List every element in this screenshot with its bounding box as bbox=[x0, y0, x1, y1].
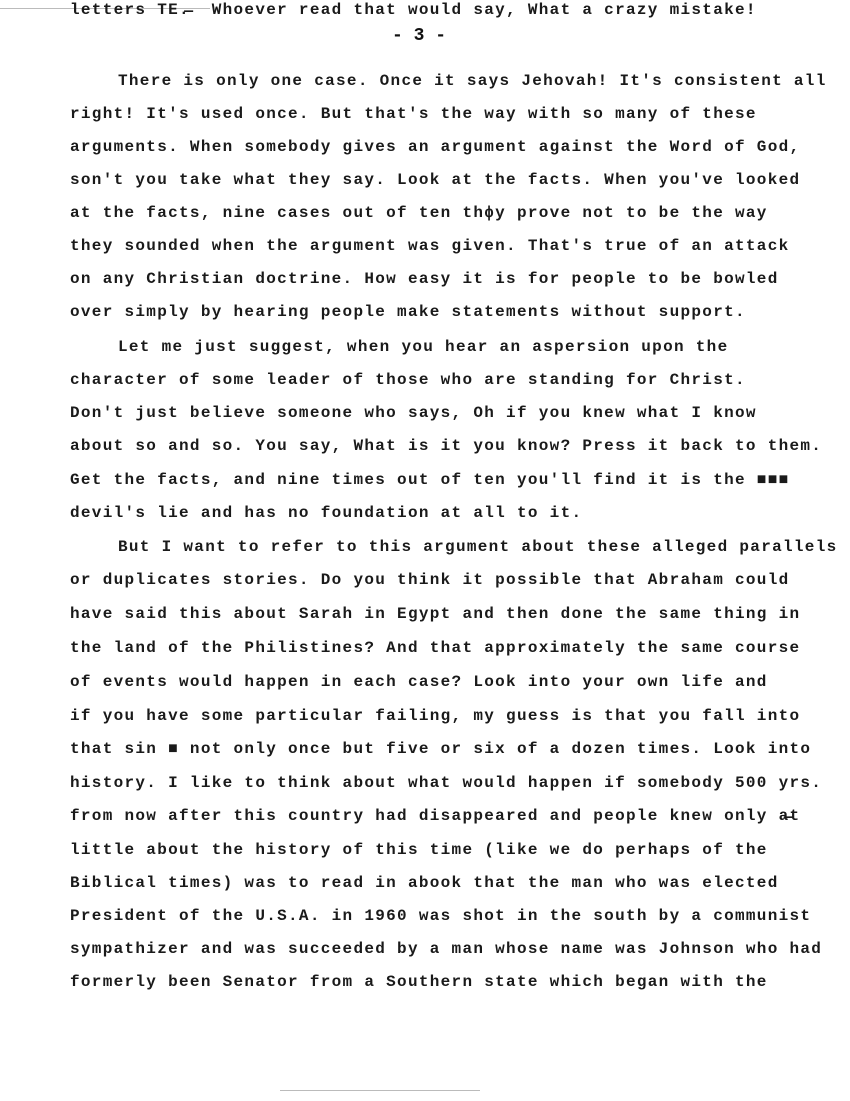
text-line: formerly been Senator from a Southern state which began with the bbox=[70, 973, 768, 991]
text-line: history. I like to think about what would happen if somebody 500 yrs. bbox=[70, 774, 823, 792]
text-line: on any Christian doctrine. How easy it is for people to be bowled bbox=[70, 270, 779, 288]
text-line: Don't just believe someone who says, Oh if you knew what I know bbox=[70, 404, 757, 422]
text-line: Get the facts, and nine times out of ten you'll find it is the ■■■ bbox=[70, 471, 790, 489]
text-line: There is only one case. Once it says Jehovah! It's consistent all bbox=[118, 72, 827, 90]
text-line: if you have some particular failing, my guess is that you fall into bbox=[70, 707, 801, 725]
text-line: they sounded when the argument was given. That's true of an attack bbox=[70, 237, 790, 255]
text-line: little about the history of this time (like we do perhaps of the bbox=[70, 841, 768, 859]
text-line: over simply by hearing people make statements without support. bbox=[70, 303, 746, 321]
text-line: sympathizer and was succeeded by a man whose name was Johnson who had bbox=[70, 940, 823, 958]
text-line: at the facts, nine cases out of ten thɸy prove not to be the way bbox=[70, 204, 768, 222]
scan-edge-line bbox=[280, 1090, 480, 1091]
page-number: - 3 - bbox=[392, 26, 447, 46]
text-line: devil's lie and has no foundation at all to it. bbox=[70, 504, 583, 522]
text-line: of events would happen in each case? Look into your own life and bbox=[70, 673, 768, 691]
text-line: arguments. When somebody gives an argument against the Word of God, bbox=[70, 138, 801, 156]
text-line: about so and so. You say, What is it you know? Press it back to them. bbox=[70, 437, 823, 455]
text-line: Let me just suggest, when you hear an aspersion upon the bbox=[118, 338, 729, 356]
text-line: right! It's used once. But that's the way with so many of these bbox=[70, 105, 757, 123]
text-line: the land of the Philistines? And that approximately the same course bbox=[70, 639, 801, 657]
text-line: President of the U.S.A. in 1960 was shot in the south by a communist bbox=[70, 907, 812, 925]
text-line: letters TE.̶ Whoever read that would say, What a crazy mistake! bbox=[70, 1, 757, 19]
text-line: or duplicates stories. Do you think it possible that Abraham could bbox=[70, 571, 790, 589]
text-line: Biblical times) was to read in abook that the man who was elected bbox=[70, 874, 779, 892]
text-line: son't you take what they say. Look at the facts. When you've looked bbox=[70, 171, 801, 189]
text-line: that sin ■ not only once but five or six of a dozen times. Look into bbox=[70, 740, 812, 758]
text-line: from now after this country had disappeared and people knew only a̶t bbox=[70, 807, 801, 825]
text-line: character of some leader of those who are standing for Christ. bbox=[70, 371, 746, 389]
text-line: But I want to refer to this argument about these alleged parallels bbox=[118, 538, 838, 556]
text-line: have said this about Sarah in Egypt and then done the same thing in bbox=[70, 605, 801, 623]
